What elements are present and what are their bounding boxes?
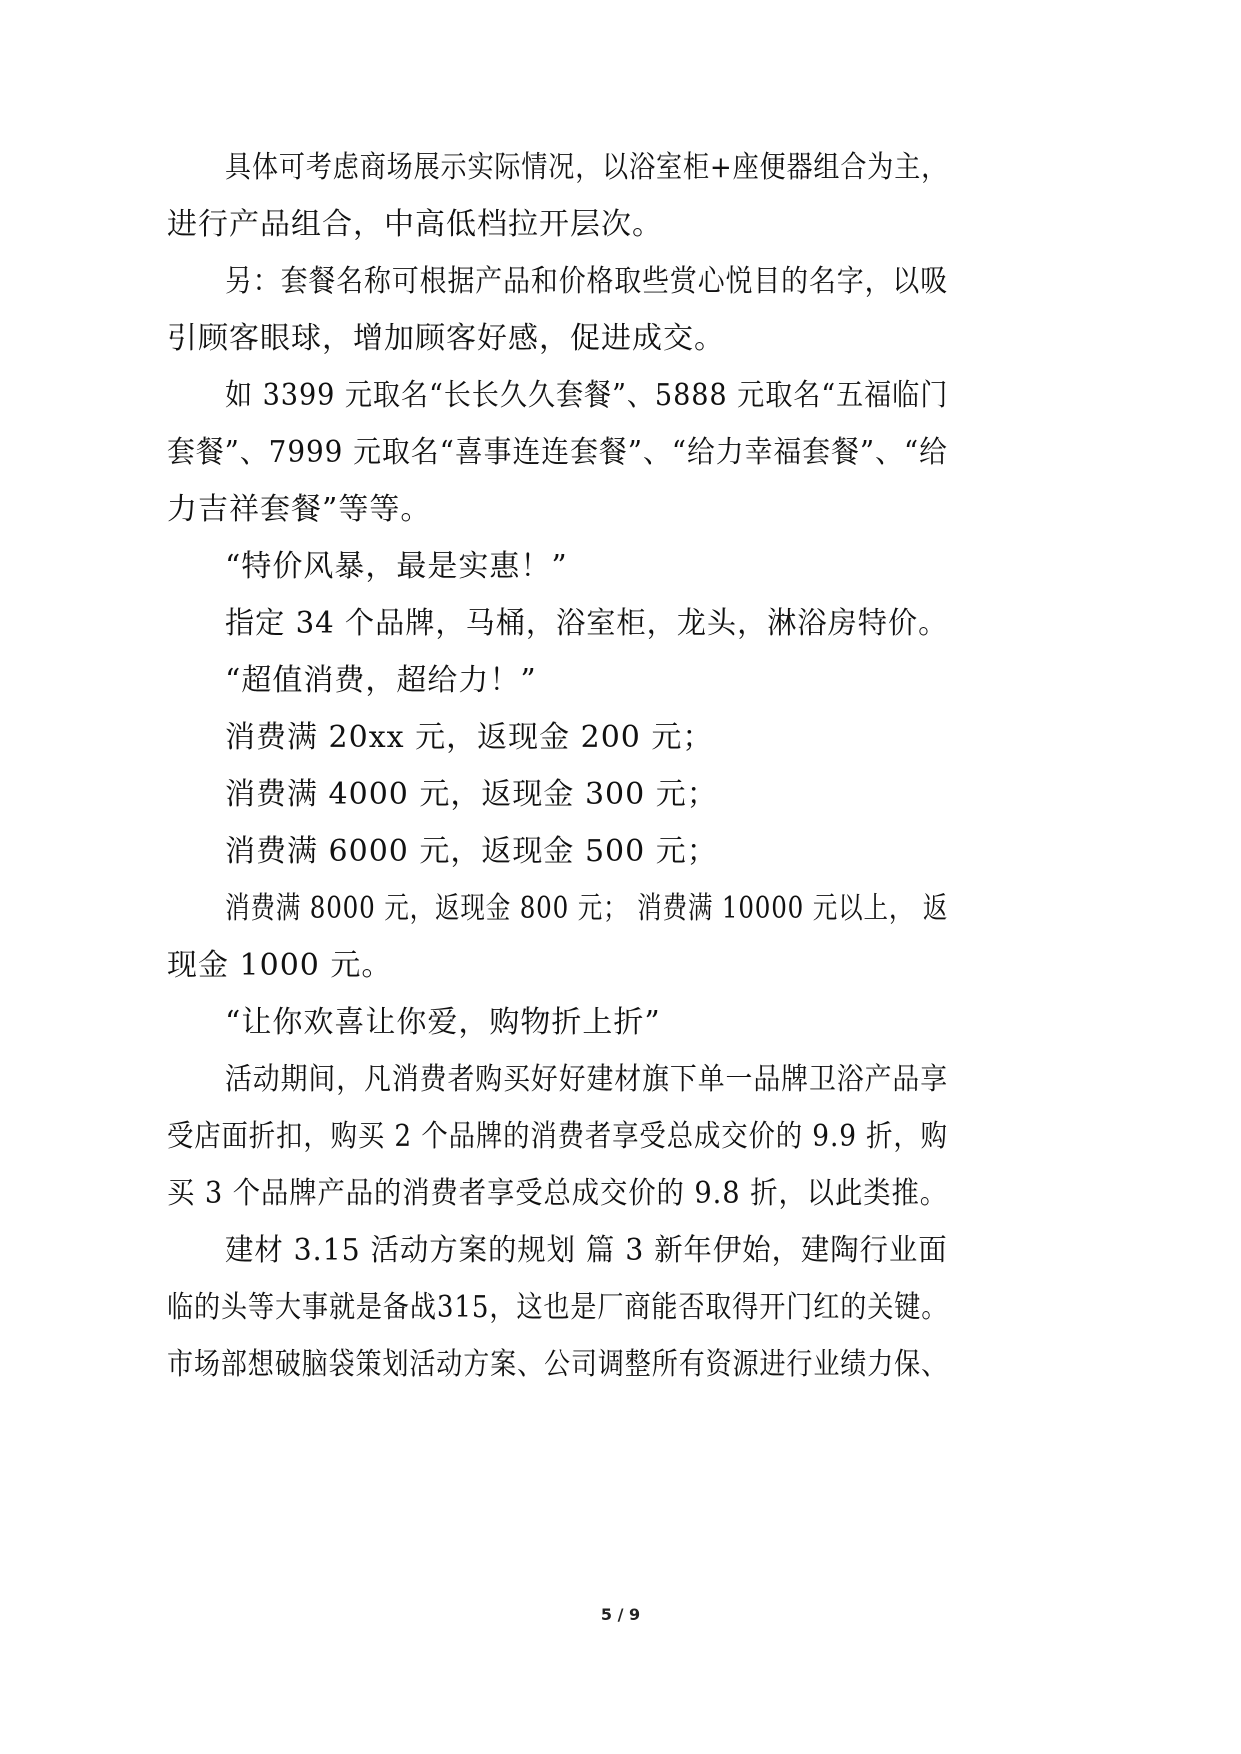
text-line: “特价风暴，最是实惠！” xyxy=(225,549,568,584)
text-line: 市场部想破脑袋策划活动方案、公司调整所有资源进行业绩力保、 xyxy=(167,1347,948,1382)
text-line: 具体可考虑商场展示实际情况，以浴室柜+座便器组合为主， xyxy=(225,150,949,185)
text-line: 力吉祥套餐”等等。 xyxy=(167,492,432,527)
text-line: 进行产品组合，中高低档拉开层次。 xyxy=(167,207,663,242)
text-line: “超值消费，超给力！” xyxy=(225,663,537,698)
text-line: 现金 1000 元。 xyxy=(167,948,393,983)
text-line: 消费满 20xx 元，返现金 200 元； xyxy=(225,720,714,755)
text-line: 建材 3.15 活动方案的规划 篇 3 新年伊始，建陶行业面 xyxy=(225,1233,948,1268)
text-line: 消费满 4000 元，返现金 300 元； xyxy=(225,777,718,812)
text-line: 消费满 6000 元，返现金 500 元； xyxy=(225,834,718,869)
text-line: 受店面折扣，购买 2 个品牌的消费者享受总成交价的 9.9 折，购 xyxy=(167,1119,948,1154)
page-number: 5 / 9 xyxy=(600,1605,641,1624)
text-line: 消费满 8000 元，返现金 800 元； 消费满 10000 元以上， 返 xyxy=(225,891,949,926)
text-line: 指定 34 个品牌，马桶，浴室柜，龙头，淋浴房特价。 xyxy=(225,606,949,641)
text-line: 如 3399 元取名“长长久久套餐”、5888 元取名“五福临门 xyxy=(225,378,949,413)
text-line: 另：套餐名称可根据产品和价格取些赏心悦目的名字，以吸 xyxy=(225,264,948,299)
text-line: 套餐”、7999 元取名“喜事连连套餐”、“给力幸福套餐”、“给 xyxy=(167,435,948,470)
text-line: “让你欢喜让你爱，购物折上折” xyxy=(225,1005,661,1040)
text-line: 引顾客眼球，增加顾客好感，促进成交。 xyxy=(167,321,725,356)
text-line: 活动期间，凡消费者购买好好建材旗下单一品牌卫浴产品享 xyxy=(225,1062,948,1097)
text-line: 临的头等大事就是备战315，这也是厂商能否取得开门红的关键。 xyxy=(167,1290,949,1325)
text-line: 买 3 个品牌产品的消费者享受总成交价的 9.8 折，以此类推。 xyxy=(167,1176,948,1211)
